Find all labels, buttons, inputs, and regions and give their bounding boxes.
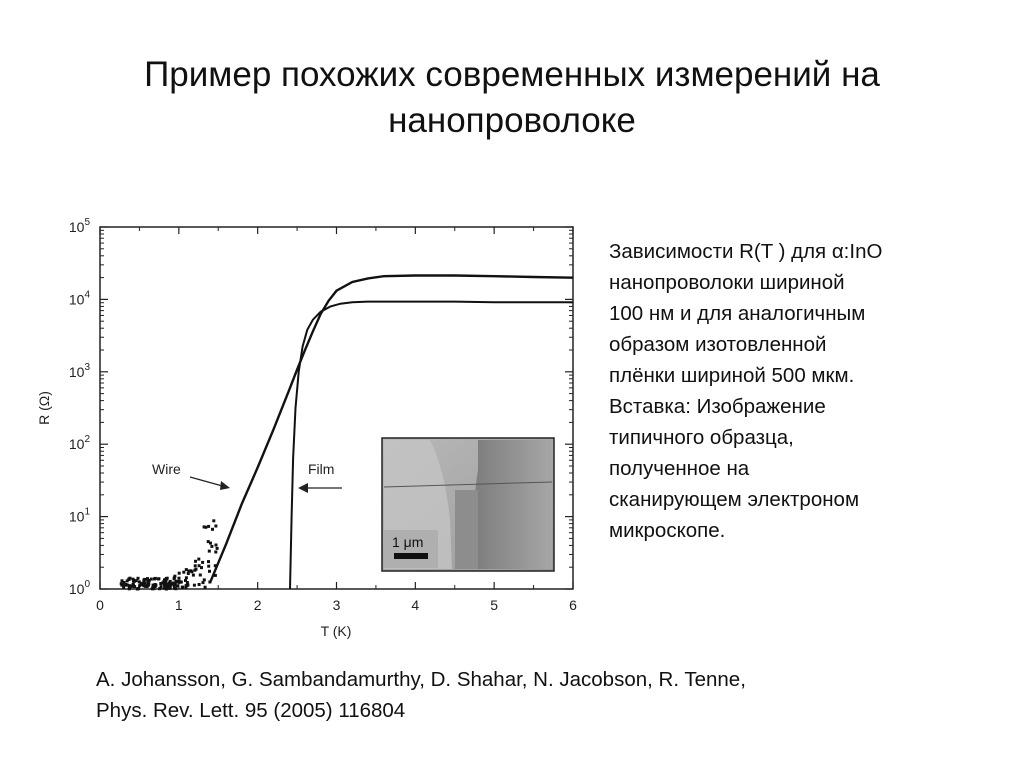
wire-noise-point <box>190 570 193 573</box>
wire-noise-point <box>211 528 214 531</box>
x-tick-label: 2 <box>253 597 262 613</box>
wire-noise-point <box>202 581 205 584</box>
x-tick-label: 0 <box>96 597 104 613</box>
wire-noise-points <box>120 519 219 590</box>
caption-line: 100 нм и для аналогичным <box>609 302 866 325</box>
caption-line: типичного образца, <box>609 426 794 449</box>
wire-noise-point <box>210 545 213 548</box>
inset-scale-bar <box>394 553 428 559</box>
wire-noise-point <box>215 544 218 547</box>
wire-noise-point <box>207 525 210 528</box>
wire-noise-point <box>147 584 150 587</box>
caption-line: микроскопе. <box>609 519 726 542</box>
wire-noise-point <box>176 584 179 587</box>
x-tick-label: 3 <box>332 597 341 613</box>
wire-noise-point <box>181 586 184 589</box>
wire-noise-point <box>185 576 188 579</box>
wire-noise-point <box>138 580 141 583</box>
caption-line: Вставка: Изображение <box>609 395 826 418</box>
wire-noise-point <box>153 584 156 587</box>
wire-noise-point <box>133 580 136 583</box>
wire-noise-point <box>207 565 210 568</box>
caption-line: образом изотовленной <box>609 333 827 356</box>
wire-noise-point <box>157 578 160 581</box>
wire-noise-point <box>204 586 207 589</box>
inset-sem-image <box>382 438 554 571</box>
x-tick-label: 6 <box>569 597 577 613</box>
wire-noise-point <box>162 580 165 583</box>
wire-noise-point <box>197 558 200 561</box>
wire-noise-point <box>201 561 204 564</box>
y-tick-label: $10^3$ <box>68 361 90 380</box>
wire-noise-point <box>186 584 189 587</box>
wire-noise-point <box>207 540 210 543</box>
x-tick-label: 1 <box>174 597 183 613</box>
y-tick-label: $10^1$ <box>68 506 90 525</box>
x-axis-title: T (K) <box>320 623 352 639</box>
citation-line-1: A. Johansson, G. Sambandamurthy, D. Shahar, N. Jacobson, R. Tenne, <box>96 668 746 691</box>
wire-noise-point <box>214 525 217 528</box>
wire-noise-point <box>168 587 171 590</box>
y-tick-label: $10^0$ <box>68 579 90 597</box>
citation-line-2: Phys. Rev. Lett. 95 (2005) 116804 <box>96 699 406 722</box>
wire-noise-point <box>200 566 203 569</box>
slide-title-line-2: нанопроволоке <box>388 101 636 140</box>
wire-noise-point <box>180 581 183 584</box>
wire-noise-point <box>150 578 153 581</box>
x-tick-label: 5 <box>490 597 499 613</box>
wire-noise-point <box>182 571 185 574</box>
citation <box>96 664 976 726</box>
wire-noise-point <box>193 569 196 572</box>
wire-noise-point <box>172 582 175 585</box>
y-tick-label: $10^2$ <box>68 434 90 453</box>
wire-noise-point <box>192 574 195 577</box>
wire-noise-point <box>126 579 129 582</box>
slide-title-line-1: Пример похожих современных измерений на <box>144 55 880 94</box>
annotation-wire: Wire <box>152 461 181 477</box>
annotation-film: Film <box>308 461 335 477</box>
wire-noise-point <box>132 583 135 586</box>
wire-noise-point <box>214 551 217 554</box>
x-tick-label: 4 <box>411 597 420 613</box>
caption-line: нанопроволоки шириной <box>609 271 845 294</box>
wire-noise-point <box>208 550 211 553</box>
y-tick-label: $10^4$ <box>68 289 90 308</box>
wire-noise-point <box>125 584 128 587</box>
wire-noise-point <box>198 583 201 586</box>
y-axis-title: R (Ω) <box>36 391 52 425</box>
wire-noise-point <box>173 584 176 587</box>
wire-noise-point <box>184 579 187 582</box>
wire-noise-point <box>154 577 157 580</box>
inset-scale-label: 1 μm <box>392 534 424 550</box>
wire-noise-point <box>185 568 188 571</box>
wire-noise-point <box>147 581 150 584</box>
wire-noise-point <box>173 587 176 590</box>
caption-line: сканирующем электроном <box>609 488 860 511</box>
wire-noise-point <box>128 584 131 587</box>
y-tick-label: $10^5$ <box>68 217 90 235</box>
wire-noise-point <box>175 580 178 583</box>
wire-noise-point <box>207 560 210 563</box>
wire-noise-point <box>120 582 123 585</box>
wire-noise-point <box>144 585 147 588</box>
wire-noise-point <box>203 578 206 581</box>
wire-noise-point <box>212 519 215 522</box>
figure-caption <box>609 236 969 546</box>
wire-noise-point <box>136 588 139 591</box>
wire-noise-point <box>208 570 211 573</box>
annotation-wire-arrowhead <box>220 481 230 490</box>
caption-line: полученное на <box>609 457 750 480</box>
wire-noise-point <box>146 577 149 580</box>
wire-noise-point <box>216 547 219 550</box>
wire-noise-point <box>144 582 147 585</box>
wire-noise-point <box>158 587 161 590</box>
wire-noise-point <box>199 574 202 577</box>
wire-noise-point <box>194 564 197 567</box>
wire-noise-point <box>178 572 181 575</box>
caption-line: Зависимости R(T ) для α:InO <box>609 240 883 263</box>
wire-noise-point <box>178 577 181 580</box>
caption-line: плёнки шириной 500 мкм. <box>609 364 855 387</box>
wire-noise-point <box>159 582 162 585</box>
wire-noise-point <box>173 575 176 578</box>
wire-noise-point <box>203 525 206 528</box>
wire-noise-point <box>193 584 196 587</box>
wire-noise-point <box>169 580 172 583</box>
wire-noise-point <box>194 560 197 563</box>
wire-noise-point <box>165 588 168 591</box>
annotation-film-arrowhead <box>298 483 308 493</box>
